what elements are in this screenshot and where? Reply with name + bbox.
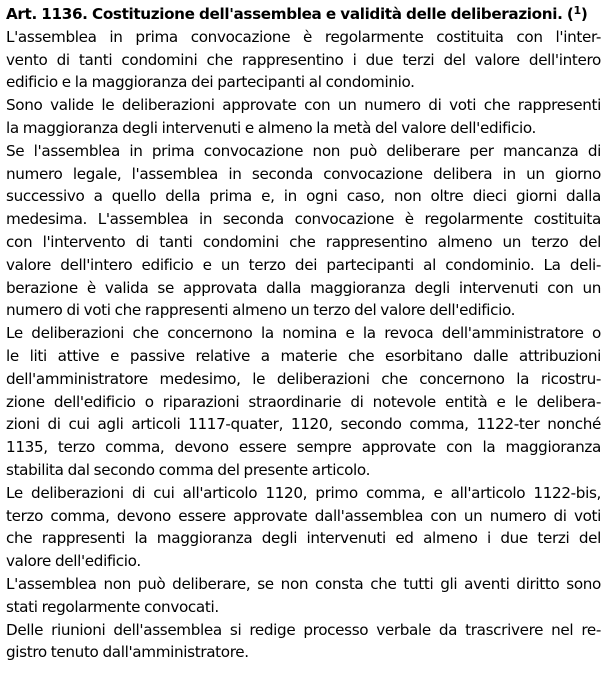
paragraph — [6, 573, 601, 619]
text-line: dell'amministratore medesimo, le deliberazioni che concernono la ricostru- — [6, 369, 601, 388]
paragraph — [6, 482, 601, 573]
text-line: Le deliberazioni di cui all'articolo 1120, primo comma, e all'articolo 1122-bis, — [6, 483, 601, 502]
text-line: Delle riunioni dell'assemblea si redige processo verbale da trascrivere nel re- — [6, 620, 601, 639]
text-line: L'assemblea in prima convocazione è regolarmente costituita con l'inter- — [6, 27, 601, 46]
text-line: zione dell'edificio o riparazioni straordinarie di notevole entità e le delibera- — [6, 392, 601, 411]
text-line: la maggioranza degli intervenuti e almeno la metà del valore dell'edificio. — [6, 118, 537, 137]
text-line: Le deliberazioni che concernono la nomina e la revoca dell'amministratore o — [6, 324, 601, 343]
paragraph — [6, 26, 601, 94]
text-line: Sono valide le deliberazioni approvate con un numero di voti che rappresenti — [6, 96, 601, 115]
text-line: con l'intervento di tanti condomini che rappresentino almeno un terzo del — [6, 232, 601, 251]
text-line: che rappresenti la maggioranza degli intervenuti ed almeno i due terzi del — [6, 529, 601, 548]
text-line: stati regolarmente convocati. — [6, 597, 219, 616]
text-line: medesima. L'assemblea in seconda convocazione è regolarmente costituita — [6, 210, 601, 229]
paragraph — [6, 94, 601, 140]
text-line: Se l'assemblea in prima convocazione non può deliberare per mancanza di — [6, 141, 601, 160]
article-title — [6, 3, 601, 26]
paragraph — [6, 140, 601, 322]
article-title-close: ) — [580, 5, 588, 23]
text-line: valore dell'edificio. — [6, 552, 141, 571]
text-line: terzo comma, devono essere approvate dall'assemblea con un numero di voti — [6, 506, 601, 525]
footnote-ref[interactable]: 1 — [573, 4, 581, 17]
text-line: vento di tanti condomini che rappresentino i due terzi del valore dell'intero — [6, 50, 601, 69]
text-line: berazione è valida se approvata dalla maggioranza degli intervenuti con un — [6, 278, 601, 297]
text-line: valore dell'intero edificio e un terzo dei partecipanti al condominio. La deli- — [6, 255, 601, 274]
text-line: gistro tenuto dall'amministratore. — [6, 643, 249, 662]
text-line: le liti attive e passive relative a materie che esorbitano dalle attribuzioni — [6, 346, 601, 365]
text-line: numero di voti che rappresenti almeno un terzo del valore dell'edificio. — [6, 301, 516, 320]
paragraph — [6, 619, 601, 665]
text-line: numero legale, l'assemblea in seconda convocazione delibera in un giorno — [6, 164, 601, 183]
text-line: successivo a quello della prima e, in ogni caso, non oltre dieci giorni dalla — [6, 187, 601, 206]
text-line: 1135, terzo comma, devono essere sempre approvate con la maggioranza — [6, 438, 601, 457]
text-line: zioni di cui agli articoli 1117-quater, 1120, secondo comma, 1122-ter nonché — [6, 415, 601, 434]
text-line: stabilita dal secondo comma del presente articolo. — [6, 460, 371, 479]
paragraph — [6, 322, 601, 482]
article-body — [6, 26, 601, 664]
text-line: edificio e la maggioranza dei partecipanti al condominio. — [6, 73, 415, 92]
article-title-text: Art. 1136. Costituzione dell'assemblea e validità delle deliberazioni. ( — [6, 5, 574, 23]
text-line: L'assemblea non può deliberare, se non consta che tutti gli aventi diritto sono — [6, 574, 601, 593]
